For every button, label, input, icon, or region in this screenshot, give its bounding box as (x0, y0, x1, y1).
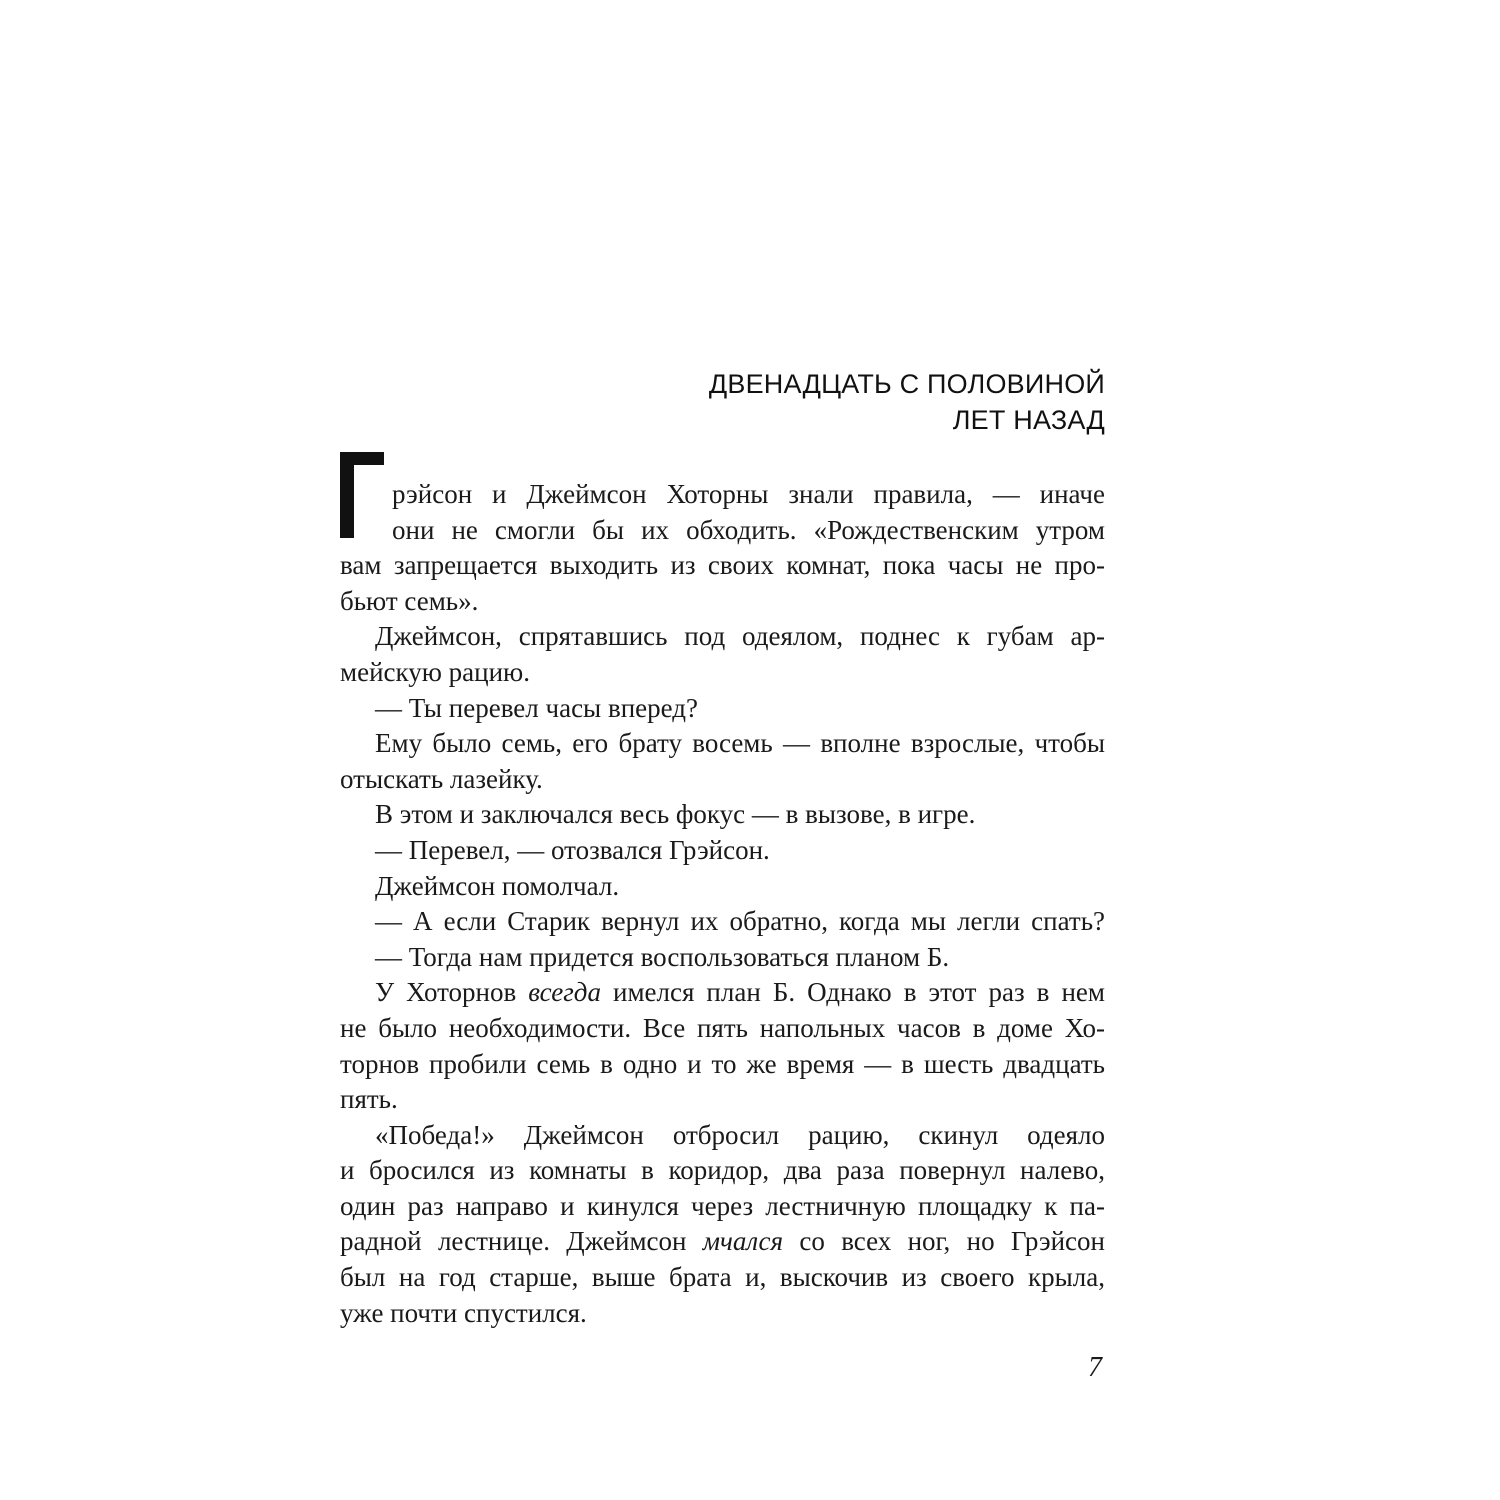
text-line: — Перевел, — отозвался Грэйсон. (375, 834, 770, 865)
text-line: пять. (340, 1084, 398, 1115)
text-line: и бросился из комнаты в коридор, два раза повернул налево, (340, 1155, 1105, 1186)
emphasis: всегда (528, 977, 601, 1008)
chapter-title-line-1: ДВЕНАДЦАТЬ С ПОЛОВИНОЙ (708, 369, 1105, 399)
text-line: В этом и заключался весь фокус — в вызове, в игре. (375, 799, 976, 830)
text-line: У Хоторнов всегда имелся план Б. Однако в этот раз в нем (375, 977, 1105, 1008)
chapter-body-text (340, 477, 1105, 1331)
text-line: — Тогда нам придется воспользоваться планом Б. (375, 941, 950, 972)
text-line: не было необходимости. Все пять напольных часов в доме Хо- (340, 1012, 1105, 1043)
emphasis: мчался (702, 1226, 784, 1257)
text-line: «Победа!» Джеймсон отбросил рацию, скинул одеяло (375, 1119, 1105, 1150)
text-line: радной лестнице. Джеймсон мчался со всех ног, но Грэйсон (340, 1226, 1105, 1257)
chapter-title-line-2: ЛЕТ НАЗАД (952, 405, 1105, 435)
text-line: Ему было семь, его брату восемь — вполне взрослые, чтобы (375, 728, 1105, 759)
text-line: Джеймсон помолчал. (375, 870, 620, 901)
text-line: бьют семь». (340, 585, 479, 616)
text-line: они не смогли бы их обходить. «Рождественским утром (392, 514, 1105, 545)
text-line: один раз направо и кинулся через лестничную площадку к па- (340, 1190, 1105, 1221)
text-line: мейскую рацию. (340, 656, 530, 687)
drop-cap-letter (336, 440, 337, 441)
chapter-title (600, 366, 1105, 438)
text-line: был на год старше, выше брата и, выскочив из своего крыла, (340, 1262, 1105, 1293)
text-line: вам запрещается выходить из своих комнат, пока часы не про- (340, 550, 1105, 581)
text-line: торнов пробили семь в одно и то же время — в шесть двадцать (340, 1048, 1105, 1079)
text-line: уже почти спустился. (340, 1297, 587, 1328)
text-line: — Ты перевел часы вперед? (375, 692, 698, 723)
text-line: отыскать лазейку. (340, 763, 543, 794)
drop-cap-arm (340, 452, 384, 465)
text-line: Джеймсон, спрятавшись под одеялом, поднес к губам ар- (375, 621, 1105, 652)
text-line: — А если Старик вернул их обратно, когда мы легли спать? (375, 906, 1105, 937)
page-number: 7 (1088, 1352, 1102, 1383)
text-line: рэйсон и Джеймсон Хоторны знали правила, — иначе (392, 479, 1105, 509)
